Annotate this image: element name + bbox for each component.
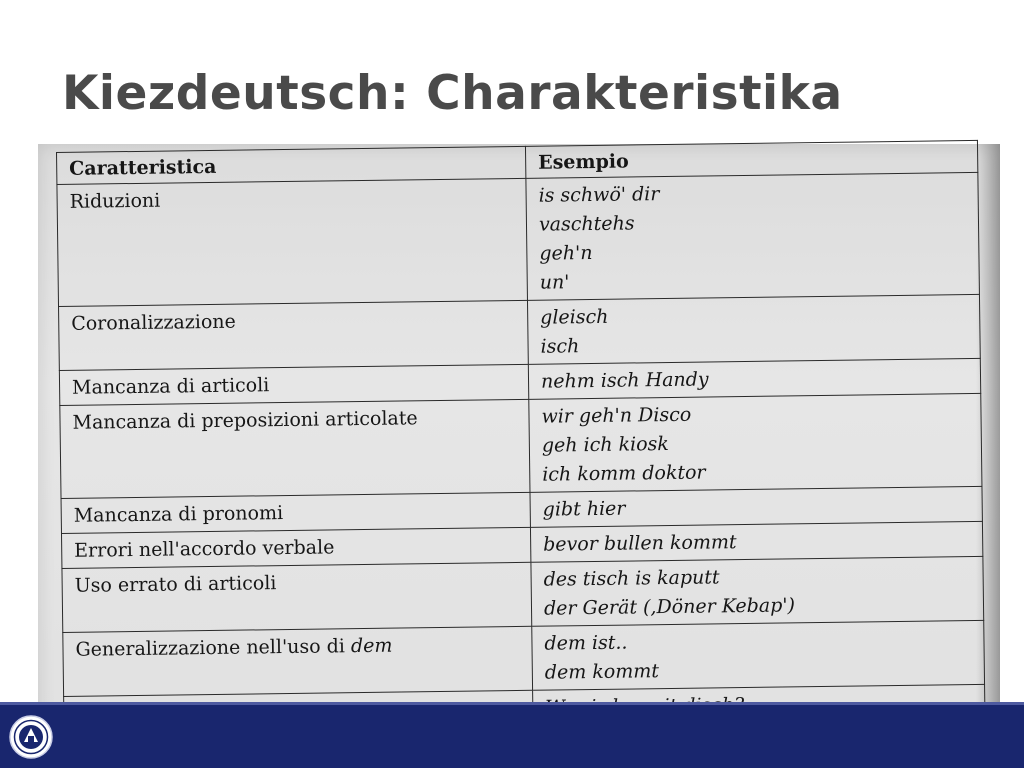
- example-line: dem ist..: [544, 631, 628, 655]
- example-line: gibt hier: [542, 497, 626, 521]
- example-line: wir geh'n Disco: [541, 403, 692, 428]
- example-cell: [530, 486, 982, 527]
- feature-cell: Uso errato di articoli: [62, 562, 532, 632]
- example-cell: [526, 172, 980, 300]
- example-cell: [530, 521, 982, 562]
- scanned-table-image: [38, 144, 1000, 744]
- table-row: [62, 556, 984, 632]
- feature-table: [56, 140, 986, 767]
- feature-cell: Mancanza di pronomi: [61, 492, 530, 533]
- feature-cell: [63, 626, 533, 696]
- example-line: vaschtehs: [538, 212, 635, 236]
- table-row: [57, 172, 980, 306]
- example-cell: [531, 556, 984, 626]
- feature-cell: Mancanza di articoli: [59, 364, 528, 405]
- scan-shadow-edge: [976, 144, 1000, 744]
- example-line: gleisch: [540, 305, 609, 329]
- feature-cell: Coronalizzazione: [59, 300, 529, 370]
- feature-cell: Mancanza di preposizioni articolate: [60, 399, 530, 498]
- table-row: [63, 620, 985, 696]
- example-line: nehm isch Handy: [540, 368, 709, 393]
- header-example: Esempio: [525, 140, 977, 178]
- feature-cell: Errori nell'accordo verbale: [61, 527, 530, 568]
- example-line: der Gerät (,Döner Kebap'): [543, 594, 796, 620]
- example-line: bevor bullen kommt: [543, 531, 737, 556]
- feature-emphasis: dem: [350, 634, 393, 658]
- feature-text: Generalizzazione nell'uso di: [75, 635, 346, 661]
- slide-title: Kiezdeutsch: Charakteristika: [62, 66, 843, 121]
- header-feature: Caratteristica: [57, 146, 526, 184]
- example-line: des tisch is kaputt: [543, 566, 720, 591]
- example-line: geh ich kiosk: [541, 433, 670, 457]
- footer-stripe: [0, 702, 1024, 705]
- example-line: is schwö' dir: [538, 183, 660, 207]
- example-line: dem kommt: [544, 660, 660, 684]
- feature-cell: Riduzioni: [57, 178, 528, 306]
- table-row: [60, 393, 982, 498]
- example-line: ich komm doktor: [542, 461, 706, 486]
- example-cell: [529, 393, 982, 492]
- example-cell: [527, 294, 980, 364]
- footer-bar: [0, 702, 1024, 768]
- table-row: [59, 294, 981, 370]
- university-seal-icon: [8, 714, 54, 760]
- example-cell: [532, 620, 985, 690]
- example-cell: [528, 358, 980, 399]
- example-line: geh'n: [539, 241, 593, 265]
- example-line: un': [539, 271, 570, 294]
- example-line: isch: [540, 335, 580, 358]
